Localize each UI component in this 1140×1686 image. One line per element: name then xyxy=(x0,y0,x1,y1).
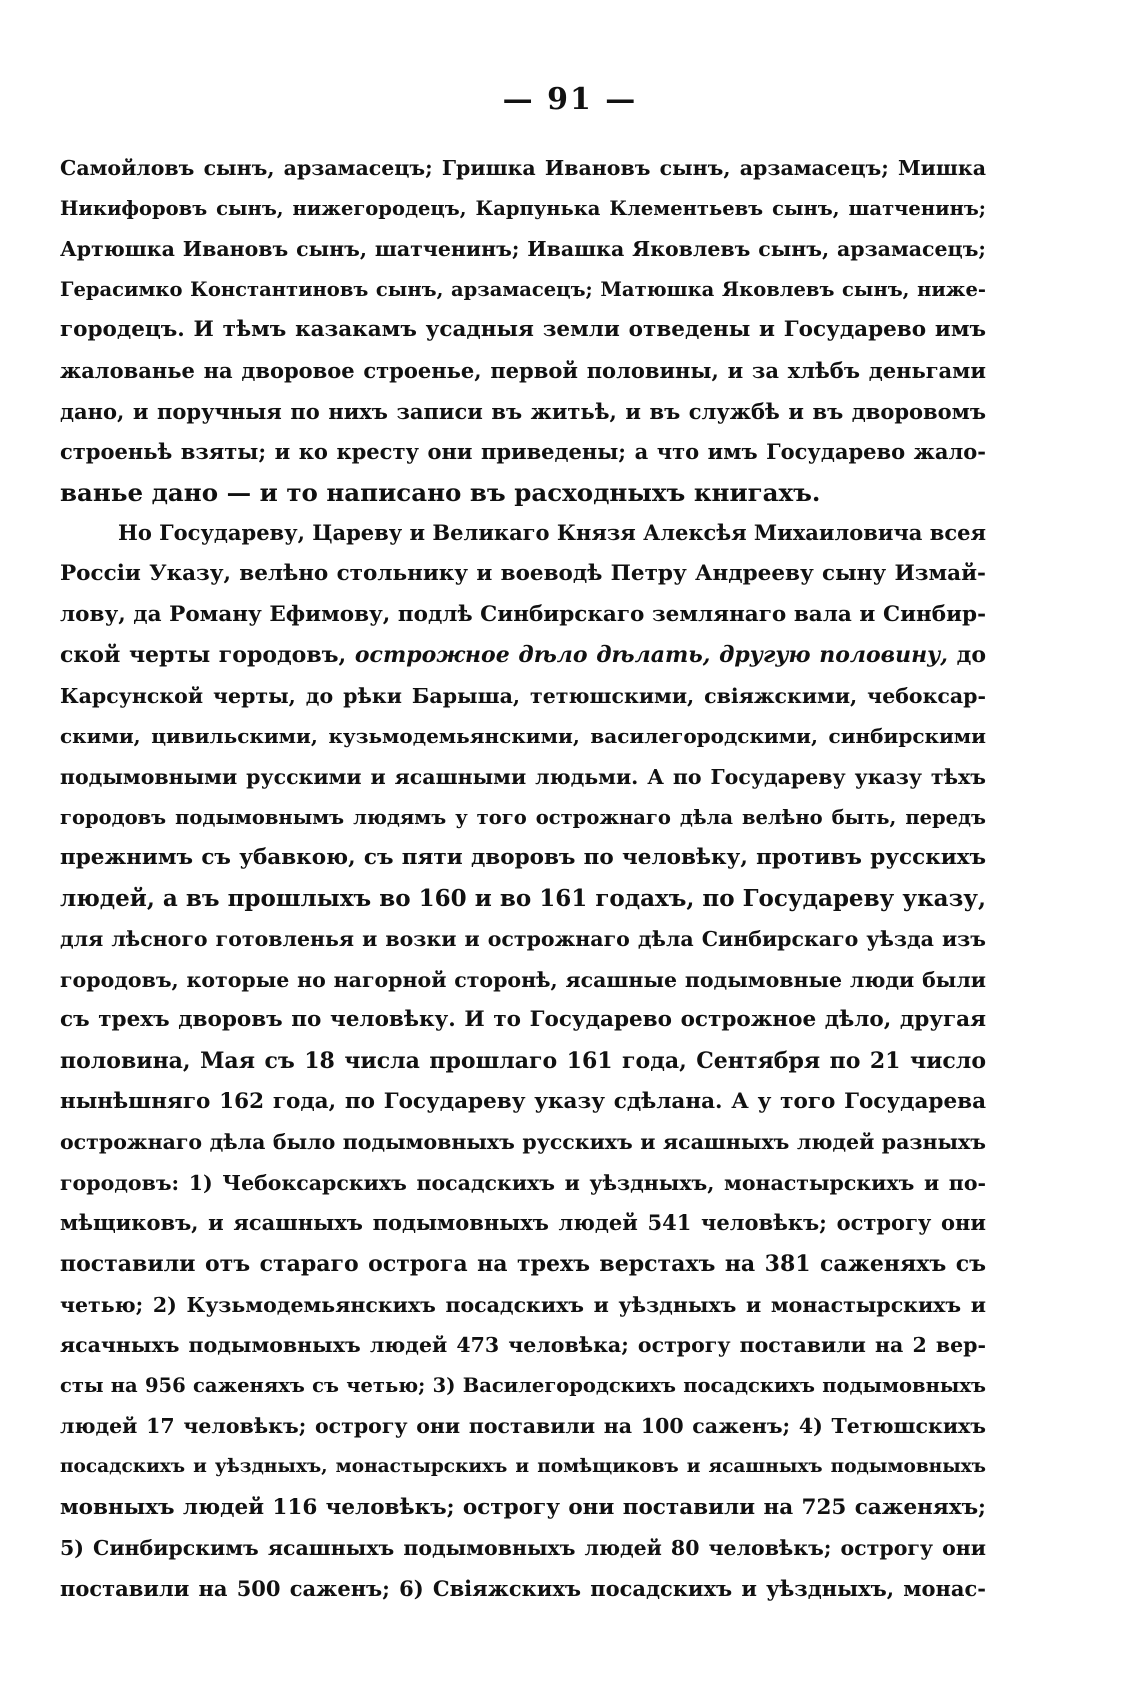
text-line: мовныхъ людей 116 человѣкъ; острогу они поставили на 725 саженяхъ; xyxy=(60,1494,986,1520)
text-line: для лѣсного готовленья и возки и острожнаго дѣла Синбирскаго уѣзда изъ xyxy=(60,927,986,952)
text-line: острожнаго дѣла было подымовныхъ русскихъ и ясашныхъ людей разныхъ xyxy=(60,1130,986,1155)
text-line: городовъ: 1) Чебоксарскихъ посадскихъ и уѣздныхъ, монастырскихъ и по- xyxy=(60,1170,986,1195)
text-line: Герасимко Константиновъ сынъ, арзамасецъ; Матюшка Яковлевъ сынъ, ниже- xyxy=(60,277,986,301)
text-line: дано, и поручныя по нихъ записи въ житьѣ, и въ службѣ и въ дворовомъ xyxy=(60,398,986,424)
paragraph-1 xyxy=(60,148,986,513)
paragraph-2 xyxy=(60,513,986,1609)
text-line: ясачныхъ подымовныхъ людей 473 человѣка; острогу поставили на 2 вер- xyxy=(60,1333,986,1358)
text-line: съ трехъ дворовъ по человѣку. И то Государево острожное дѣло, другая xyxy=(60,1007,986,1033)
text-line: Артюшка Ивановъ сынъ, шатченинъ; Ивашка Яковлевъ сынъ, арзамасецъ; xyxy=(60,237,986,262)
text-line: городовъ подымовнымъ людямъ у того острожнаго дѣла велѣно быть, передъ xyxy=(60,805,986,829)
text-line: подымовными русскими и ясашными людьми. А по Государеву указу тѣхъ xyxy=(60,764,986,789)
text-line: городецъ. И тѣмъ казакамъ усадныя земли отведены и Государево имъ xyxy=(60,317,986,343)
text-line: Карсунской черты, до рѣки Барыша, тетюшскими, свіяжскими, чебоксар- xyxy=(60,683,986,708)
text-line: Россіи Указу, велѣно стольнику и воеводѣ Петру Андрееву сыну Измай- xyxy=(60,560,986,586)
text-line: половина, Мая съ 18 числа прошлаго 161 года, Сентября по 21 число xyxy=(60,1048,986,1075)
italic-emphasis: острожное дѣло дѣлать, другую половину, xyxy=(354,642,948,669)
text-line: скими, цивильскими, кузьмодемьянскими, василегородскими, синбирскими xyxy=(60,724,986,749)
text-line: мѣщиковъ, и ясашныхъ подымовныхъ людей 541 человѣкъ; острогу они xyxy=(60,1210,986,1236)
text-line: поставили отъ стараго острога на трехъ верстахъ на 381 саженяхъ съ xyxy=(60,1251,986,1278)
text-line: посадскихъ и уѣздныхъ, монастырскихъ и помѣщиковъ и ясашныхъ подымовныхъ xyxy=(60,1456,986,1477)
text-line: сты на 956 саженяхъ съ четью; 3) Василегородскихъ посадскихъ подымовныхъ xyxy=(60,1373,986,1397)
text-line: строеньѣ взяты; и ко кресту они приведены; а что имъ Государево жало- xyxy=(60,439,986,465)
text-line: Никифоровъ сынъ, нижегородецъ, Карпунька Клементьевъ сынъ, шатчeнинъ; xyxy=(60,196,986,220)
text-segment: ской черты городовъ, xyxy=(60,642,347,669)
text-line: 5) Синбирскимъ ясашныхъ подымовныхъ людей 80 человѣкъ; острогу они xyxy=(60,1536,986,1561)
page-number: — 91 — xyxy=(502,82,638,117)
text-line: Самойловъ сынъ, арзамасецъ; Гришка Ивановъ сынъ, арзамасецъ; Мишка xyxy=(60,156,986,180)
text-line: прежнимъ съ убавкою, съ пяти дворовъ по человѣку, противъ русскихъ xyxy=(60,845,986,871)
text-segment: до xyxy=(956,642,986,669)
text-line: нынѣшняго 162 года, по Государеву указу сдѣлана. А у того Государева xyxy=(60,1088,986,1114)
text-line: поставили на 500 саженъ; 6) Свіяжскихъ посадскихъ и уѣздныхъ, монас- xyxy=(60,1575,986,1601)
text-line: Но Государеву, Цареву и Великаго Князя Алексѣя Михаиловича всея xyxy=(118,520,986,546)
text-line-with-italic xyxy=(60,635,986,676)
text-line: людей, а въ прошлыхъ во 160 и во 161 годахъ, по Государеву указу, xyxy=(60,884,986,912)
body-text xyxy=(60,148,986,1609)
text-line: людей 17 человѣкъ; острогу они поставили на 100 саженъ; 4) Тетюшскихъ xyxy=(60,1414,986,1439)
text-line: жалованье на дворовое строенье, первой половины, и за хлѣбъ деньгами xyxy=(60,357,986,383)
text-line: лову, да Роману Ефимову, подлѣ Синбирскаго землянаго вала и Синбир- xyxy=(60,601,986,627)
text-line: городовъ, которые но нагорной сторонѣ, ясашные подымовные люди были xyxy=(60,967,986,992)
text-line: четью; 2) Кузьмодемьянскихъ посадскихъ и уѣздныхъ и монастырскихъ и xyxy=(60,1292,986,1317)
paragraph-2-continuation xyxy=(60,676,986,1610)
text-line: ванье дано — и то написано въ расходныхъ книгахъ. xyxy=(60,477,821,507)
